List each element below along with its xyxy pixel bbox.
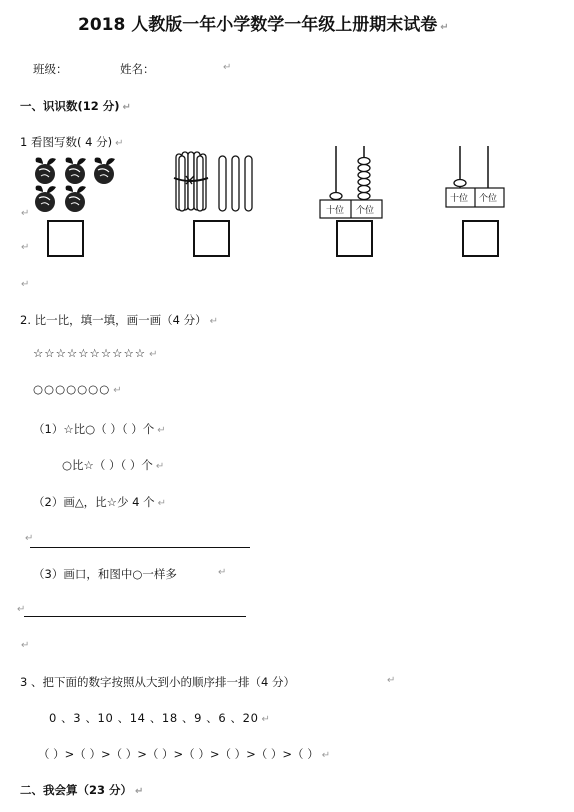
compare-line-2 — [62, 457, 164, 473]
compare-text-1: （1）☆比○（ ）（ ）个 — [33, 422, 155, 436]
paragraph-mark: ↵ — [21, 640, 30, 651]
paragraph-mark: ↵ — [155, 461, 165, 472]
paragraph-mark: ↵ — [113, 385, 123, 396]
page-title — [78, 10, 449, 35]
abacus-ones-label: 个位 — [356, 206, 375, 216]
paragraph-mark: ↵ — [122, 102, 131, 113]
paragraph-mark: ↵ — [115, 138, 124, 149]
class-label: 班级： — [33, 62, 68, 76]
peach-icon — [35, 186, 56, 213]
drawing-answer-line-2[interactable] — [24, 616, 246, 617]
abacus-bead-icon — [330, 193, 342, 200]
section-heading-text: 一、识识数(12 分) — [20, 99, 120, 113]
draw-triangles-text: （2）画△，比☆少 4 个 — [33, 495, 155, 509]
paragraph-mark: ↵ — [209, 316, 218, 327]
paragraph-mark: ↵ — [387, 675, 396, 686]
section-heading-1 — [20, 98, 131, 114]
name-label: 姓名： — [120, 62, 155, 76]
single-stick-icon — [219, 156, 226, 211]
single-stick-icon — [245, 156, 252, 211]
numbers-to-sort — [49, 710, 270, 726]
sorting-answer-text: （ ）>（ ）>（ ）>（ ）>（ ）>（ ）>（ ）>（ ） — [38, 747, 319, 761]
question-1-text: 1 看图写数( 4 分) — [20, 135, 113, 149]
stars-row — [33, 346, 159, 360]
paragraph-mark: ↵ — [157, 425, 166, 436]
stars-text: ☆☆☆☆☆☆☆☆☆☆ — [33, 346, 147, 360]
paragraph-mark: ↵ — [21, 279, 30, 290]
paragraph-mark: ↵ — [321, 750, 331, 761]
section-heading-2-text: 二、我会算（23 分） — [20, 783, 133, 797]
answer-box-sticks[interactable] — [193, 220, 230, 257]
peach-icon — [94, 158, 115, 185]
compare-line-1 — [33, 421, 166, 437]
answer-box-abacus-2[interactable] — [462, 220, 499, 257]
paragraph-mark: ↵ — [149, 349, 159, 360]
paragraph-mark: ↵ — [17, 604, 26, 615]
circles-text: ○○○○○○○ — [33, 382, 111, 396]
peach-icon — [65, 158, 86, 185]
numbers-text: 0 、3 、10 、14 、18 、9 、6 、20 — [49, 711, 259, 725]
draw-triangles-instruction — [33, 494, 166, 510]
paragraph-mark: ↵ — [135, 786, 144, 797]
answer-box-abacus-1[interactable] — [336, 220, 373, 257]
abacus-bead-icon — [454, 180, 466, 187]
compare-text-2: ○比☆（ ）（ ）个 — [62, 458, 153, 472]
paragraph-mark: ↵ — [21, 242, 30, 253]
question-2-text: 2. 比一比，填一填，画一画（4 分） — [20, 313, 207, 327]
sorting-answer-row[interactable] — [38, 746, 330, 762]
sticks-picture — [172, 148, 257, 216]
circles-row — [33, 382, 123, 396]
answer-box-peaches[interactable] — [47, 220, 84, 257]
paragraph-mark: ↵ — [25, 533, 34, 544]
drawing-answer-line-1[interactable] — [30, 547, 250, 548]
single-stick-icon — [232, 156, 239, 211]
peach-icon — [35, 158, 56, 185]
abacus-tens-label: 十位 — [450, 194, 469, 204]
abacus-ones-label: 个位 — [479, 194, 498, 204]
paragraph-mark: ↵ — [157, 498, 166, 509]
abacus-tens-label: 十位 — [326, 206, 345, 216]
question-2-label — [20, 312, 218, 328]
stick-bundle-icon — [174, 152, 208, 211]
title-text: 2018 人教版一年小学数学一年级上册期末试卷 — [78, 15, 438, 35]
paragraph-mark: ↵ — [21, 208, 30, 219]
abacus-bead-icon — [358, 158, 370, 200]
peaches-picture — [30, 154, 122, 216]
paragraph-mark: ↵ — [440, 22, 449, 33]
peach-icon — [65, 186, 86, 213]
paragraph-mark: ↵ — [261, 714, 271, 725]
question-3-label: 3 、把下面的数字按照从大到小的顺序排一排（4 分） — [20, 675, 295, 689]
question-1-label — [20, 134, 123, 150]
draw-squares-instruction — [33, 566, 177, 582]
abacus-picture-2 — [444, 144, 506, 212]
draw-squares-text: （3）画口，和图中○一样多 — [33, 567, 177, 581]
paragraph-mark: ↵ — [218, 567, 227, 578]
abacus-picture-1 — [318, 144, 386, 220]
paragraph-mark: ↵ — [223, 62, 232, 73]
section-heading-2 — [20, 782, 143, 798]
